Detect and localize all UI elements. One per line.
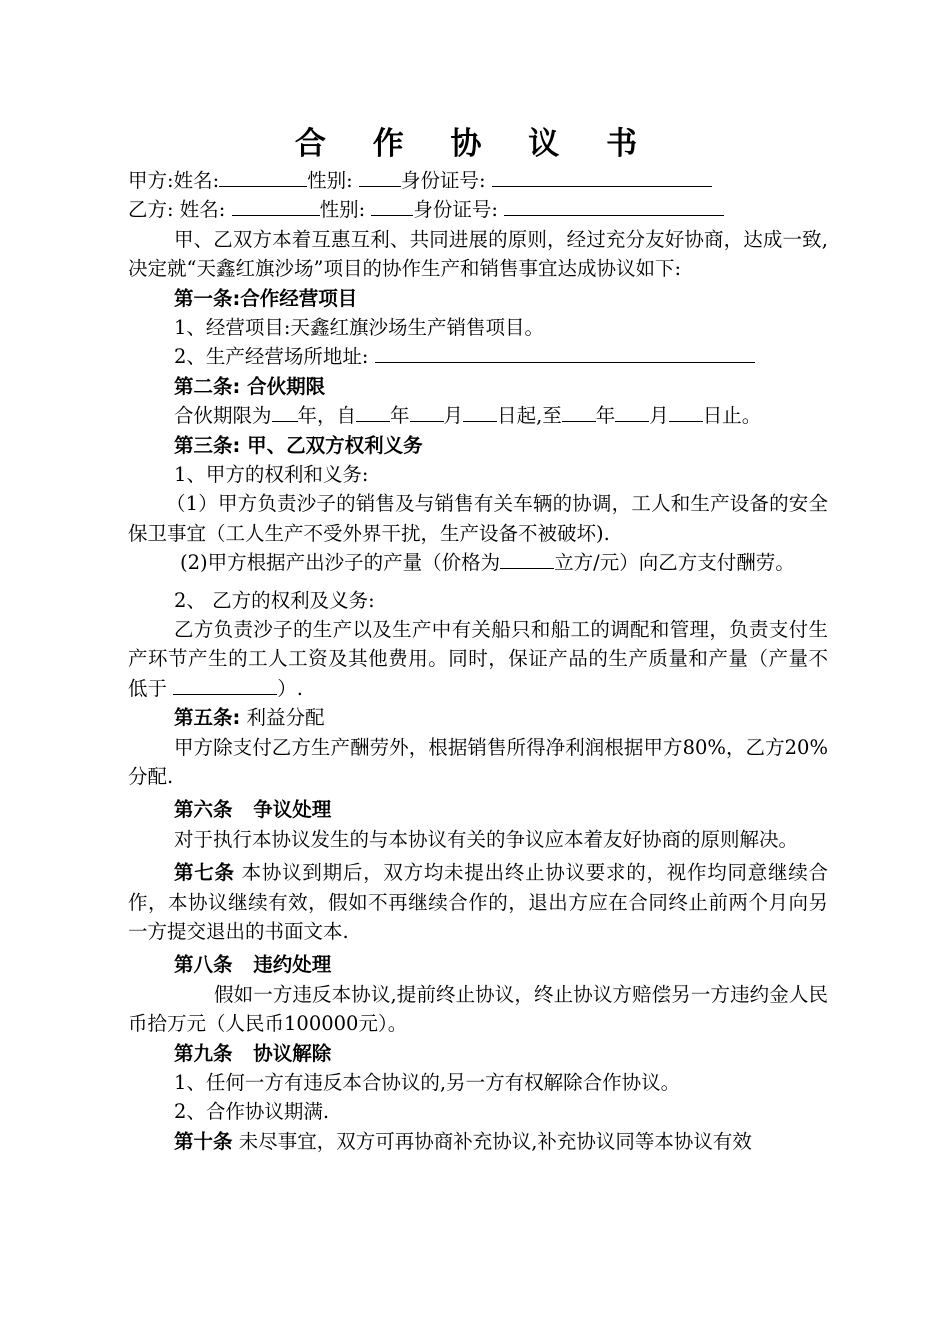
party-b-duty-text-post: ）. [277,676,303,700]
article-9-item-1: 1、任何一方有违反本合协议的,另一方有权解除合作协议。 [174,1070,681,1094]
party-b-duty [128,615,828,703]
article-2-heading: 第二条: 合伙期限 [174,374,326,398]
party-a-gender-blank[interactable] [359,167,401,187]
party-b-gender-blank[interactable] [371,196,413,216]
party-a-id-blank[interactable] [492,167,712,187]
start-year-blank[interactable] [356,402,390,422]
party-a-duty-1: （1）甲方负责沙子的销售及与销售有关车辆的协调，工人和生产设备的安全保卫事宜（工人生产不受外界干扰，生产设备不被破坏). [128,492,828,545]
term-text-3: 年 [390,404,410,428]
party-a-duty-2 [128,548,828,577]
term-text-6: 年 [595,404,616,428]
party-a-name-label: 姓名: [173,169,220,192]
article-7-paragraph [128,858,828,946]
party-b-gender-label: 性别: [319,198,366,222]
address-blank[interactable] [375,343,755,363]
party-a-line [128,166,828,195]
address-label: 2、生产经营场所地址: [174,345,369,369]
party-a-rights-title: 1、甲方的权利和义务: [174,462,369,486]
party-b-rights-title: 2、 乙方的权利及义务: [174,588,375,612]
article-6-heading: 第六条 争议处理 [174,798,332,822]
party-b-id-blank[interactable] [504,196,724,216]
party-b-name-label: 姓名: [179,198,226,222]
article-8-heading: 第八条 违约处理 [174,953,332,977]
article-7-heading: 第七条 [174,861,235,885]
end-month-blank[interactable] [615,402,649,422]
article-1-item-2 [128,342,828,371]
intro-paragraph: 甲、乙双方本着互惠互利、共同进展的原则，经过充分友好协商，达成一致,决定就“天鑫红旗沙场”项目的协作生产和销售事宜达成协议如下: [128,227,828,281]
term-text-1: 合伙期限为 [174,404,272,428]
article-1-item-1: 1、经营项目:天鑫红旗沙场生产销售项目。 [174,315,544,339]
term-text-5: 日起,至 [497,404,562,428]
article-5-heading [128,703,828,732]
duty-2-text-pre: (2)甲方根据产出沙子的产量（价格为 [180,551,501,575]
article-9-heading: 第九条 协议解除 [174,1041,332,1065]
article-3-heading: 第三条: 甲、乙双方权利义务 [174,433,423,457]
party-b-name-blank[interactable] [232,196,320,216]
article-10-text: 未尽事宜，双方可再协商补充协议,补充协议同等本协议有效 [232,1129,752,1153]
article-10-paragraph [128,1127,828,1156]
term-years-blank[interactable] [272,402,298,422]
article-10-heading: 第十条 [174,1129,233,1153]
party-a-label: 甲方: [128,169,174,192]
end-day-blank[interactable] [669,402,703,422]
term-text-4: 月 [443,404,464,428]
article-6-text: 对于执行本协议发生的与本协议有关的争议应本着友好协商的原则解决。 [174,827,799,851]
term-text-7: 月 [649,404,669,428]
article-7-text: 本协议到期后，双方均未提出终止协议要求的，视作均同意继续合作，本协议继续有效，假如不再继续合作的，退出方应在合同终止前两个月向另一方提交退出的书面文本. [128,861,828,943]
start-month-blank[interactable] [410,402,444,422]
article-5-text: 甲方除支付乙方生产酬劳外，根据销售所得净利润根据甲方80%，乙方20%分配. [128,735,828,788]
article-5-heading-bold: 第五条: [174,706,241,730]
duty-2-text-post: 立方/元）向乙方支付酬劳。 [554,551,795,575]
document-body [128,166,828,1156]
price-blank[interactable] [500,549,554,569]
document-title: 合 作 协 议 书 [294,126,656,162]
term-text-8: 日止。 [702,404,762,428]
article-1-heading: 第一条:合作经营项目 [174,286,358,310]
article-9-item-2: 2、合作协议期满. [174,1100,330,1124]
article-8-text: 假如一方违反本协议,提前终止协议，终止协议方赔偿另一方违约金人民币拾万元（人民币100000元）。 [128,982,828,1036]
party-b-line [128,195,828,224]
article-5-heading-rest: 利益分配 [240,706,325,730]
party-b-duty-text-pre: 乙方负责沙子的生产以及生产中有关船只和船工的调配和管理，负责支付生产环节产生的工人工资及其他费用。同时，保证产品的生产质量和产量（产量不低于 [128,617,828,700]
output-blank[interactable] [173,675,277,695]
end-year-blank[interactable] [562,402,596,422]
party-a-id-label: 身份证号: [400,169,486,192]
term-text-2: 年，自 [297,404,357,428]
start-day-blank[interactable] [463,402,497,422]
party-b-label: 乙方: [128,198,174,222]
party-a-name-blank[interactable] [219,167,307,187]
article-2-term [128,401,828,430]
party-b-id-label: 身份证号: [413,198,498,222]
party-a-gender-label: 性别: [307,169,353,192]
